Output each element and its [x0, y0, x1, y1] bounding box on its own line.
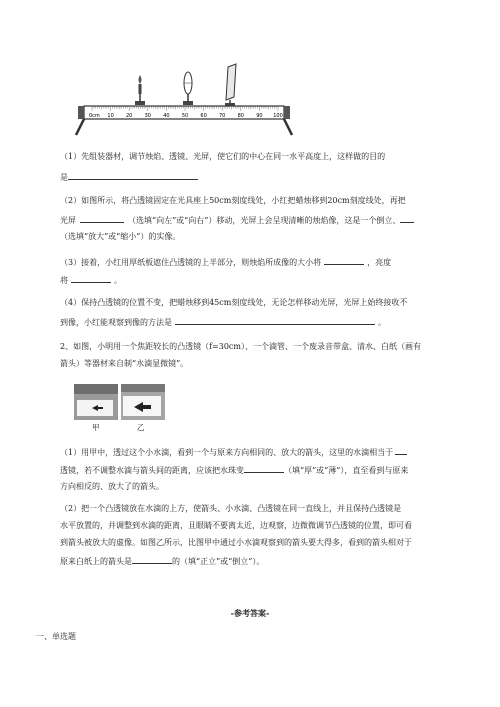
ruler-tick-label: 70 [219, 113, 226, 119]
answer-blank[interactable] [395, 446, 407, 455]
water-drop-photos [74, 384, 174, 436]
q2-part2-line4: 原来白纸上的箭头是 的（填“正立”或“倒立”）。 [60, 557, 265, 566]
photo-jia [74, 384, 118, 420]
q2-part2-line1: （2）把一个凸透镜放在水滴的上方，使箭头、小水滴、凸透镜在同一直线上，并且保持凸透镜是 [60, 504, 402, 513]
q1-part1-line2: 是 [60, 171, 470, 183]
q2-part2-line2: 水平放置的，并调整到水滴的距离，且眼睛不要离太近，边观察，边微微调节凸透镜的位置，即可看 [60, 521, 412, 530]
ruler-tick-label: 100 [273, 113, 283, 119]
answer-blank[interactable] [175, 316, 375, 325]
q1-part2-line1: （2）如图所示，将凸透镜固定在光具座上50cm刻度线处，小红把蜡烛移到20cm刻度线处，再把 [60, 196, 406, 205]
convex-lens [184, 72, 192, 103]
q1-part2-line3: （选填“放大”或“缩小”）的实像。 [60, 232, 181, 241]
q2-part1-line3: 方向相反的、放大了的箭头。 [60, 482, 164, 491]
q2-intro-line1: 2、如图，小明用一个焦距较长的凸透镜（f=30cm）、一个滴管、一个废录音带盒、清水、白纸（画有 [60, 342, 421, 351]
ruler-tick-label: 30 [144, 113, 151, 119]
optical-bench-figure [70, 55, 300, 137]
answer-blank[interactable] [324, 256, 364, 265]
candle [139, 75, 142, 103]
answer-blank[interactable] [71, 274, 111, 283]
q1-part4-line1: （4）保持凸透镜的位置不变，把蜡烛移到45cm刻度线处，无论怎样移动光屏，光屏上始终接收不 [60, 298, 408, 307]
ruler-unit: 0cm [89, 113, 100, 119]
answer-blank[interactable] [80, 214, 124, 223]
q2-intro-line2: 箭头）等器材来自制“水滴显微镜”。 [60, 359, 189, 368]
answer-blank[interactable] [68, 171, 198, 180]
q1-part3-line2: 将 。 [60, 276, 122, 285]
answers-title: -参考答案- [230, 608, 270, 618]
ruler-tick-label: 20 [126, 113, 133, 119]
photo-label-jia: 甲 [92, 423, 100, 432]
ruler-tick-label: 80 [237, 113, 244, 119]
q2-part1-line2: 透镜，若不调整水滴与箭头间的距离，应该把水珠变 （填“厚”或“薄”），直至看到与原来 [60, 466, 409, 475]
q1-part4-line2: 到像，小红能观察到像的方法是 。 [60, 318, 386, 327]
ruler-tick-label: 10 [107, 113, 114, 119]
answer-blank[interactable] [132, 555, 172, 564]
ruler-tick-label: 40 [163, 113, 170, 119]
q1-part1-line1: （1）先组装器材，调节烛焰、透镜、光屏，使它们的中心在同一水平高度上，这样做的目的 [60, 152, 386, 161]
photo-yi [121, 384, 165, 420]
answers-section-heading: 一、单选题 [36, 632, 76, 641]
ruler-tick-label: 90 [256, 113, 263, 119]
q1-part2-line2: 光屏 （选填“向左”或“向右”）移动，光屏上会呈现清晰的烛焰像，这是一个倒立、 [60, 214, 470, 226]
q2-part1-line1: （1）用甲中，透过这个小水滴，看到一个与原来方向相同的、放大的箭头，这里的水滴相当于 [60, 446, 470, 458]
light-screen [226, 64, 236, 105]
ruler-tick-label: 50 [181, 113, 189, 119]
ruler-tick-label: 60 [200, 113, 207, 119]
q2-part2-line3: 到箭头被放大的虚像。如图乙所示，比图甲中通过小水滴观察到的箭头要大得多，看到的箭头相对于 [60, 538, 412, 547]
photo-label-yi: 乙 [137, 423, 145, 432]
answer-blank[interactable] [244, 464, 284, 473]
answer-blank[interactable] [400, 214, 414, 223]
q1-part3-line1: （3）接着，小红用厚纸板遮住凸透镜的上半部分，则烛焰所成像的大小将 ，亮度 [60, 258, 392, 267]
